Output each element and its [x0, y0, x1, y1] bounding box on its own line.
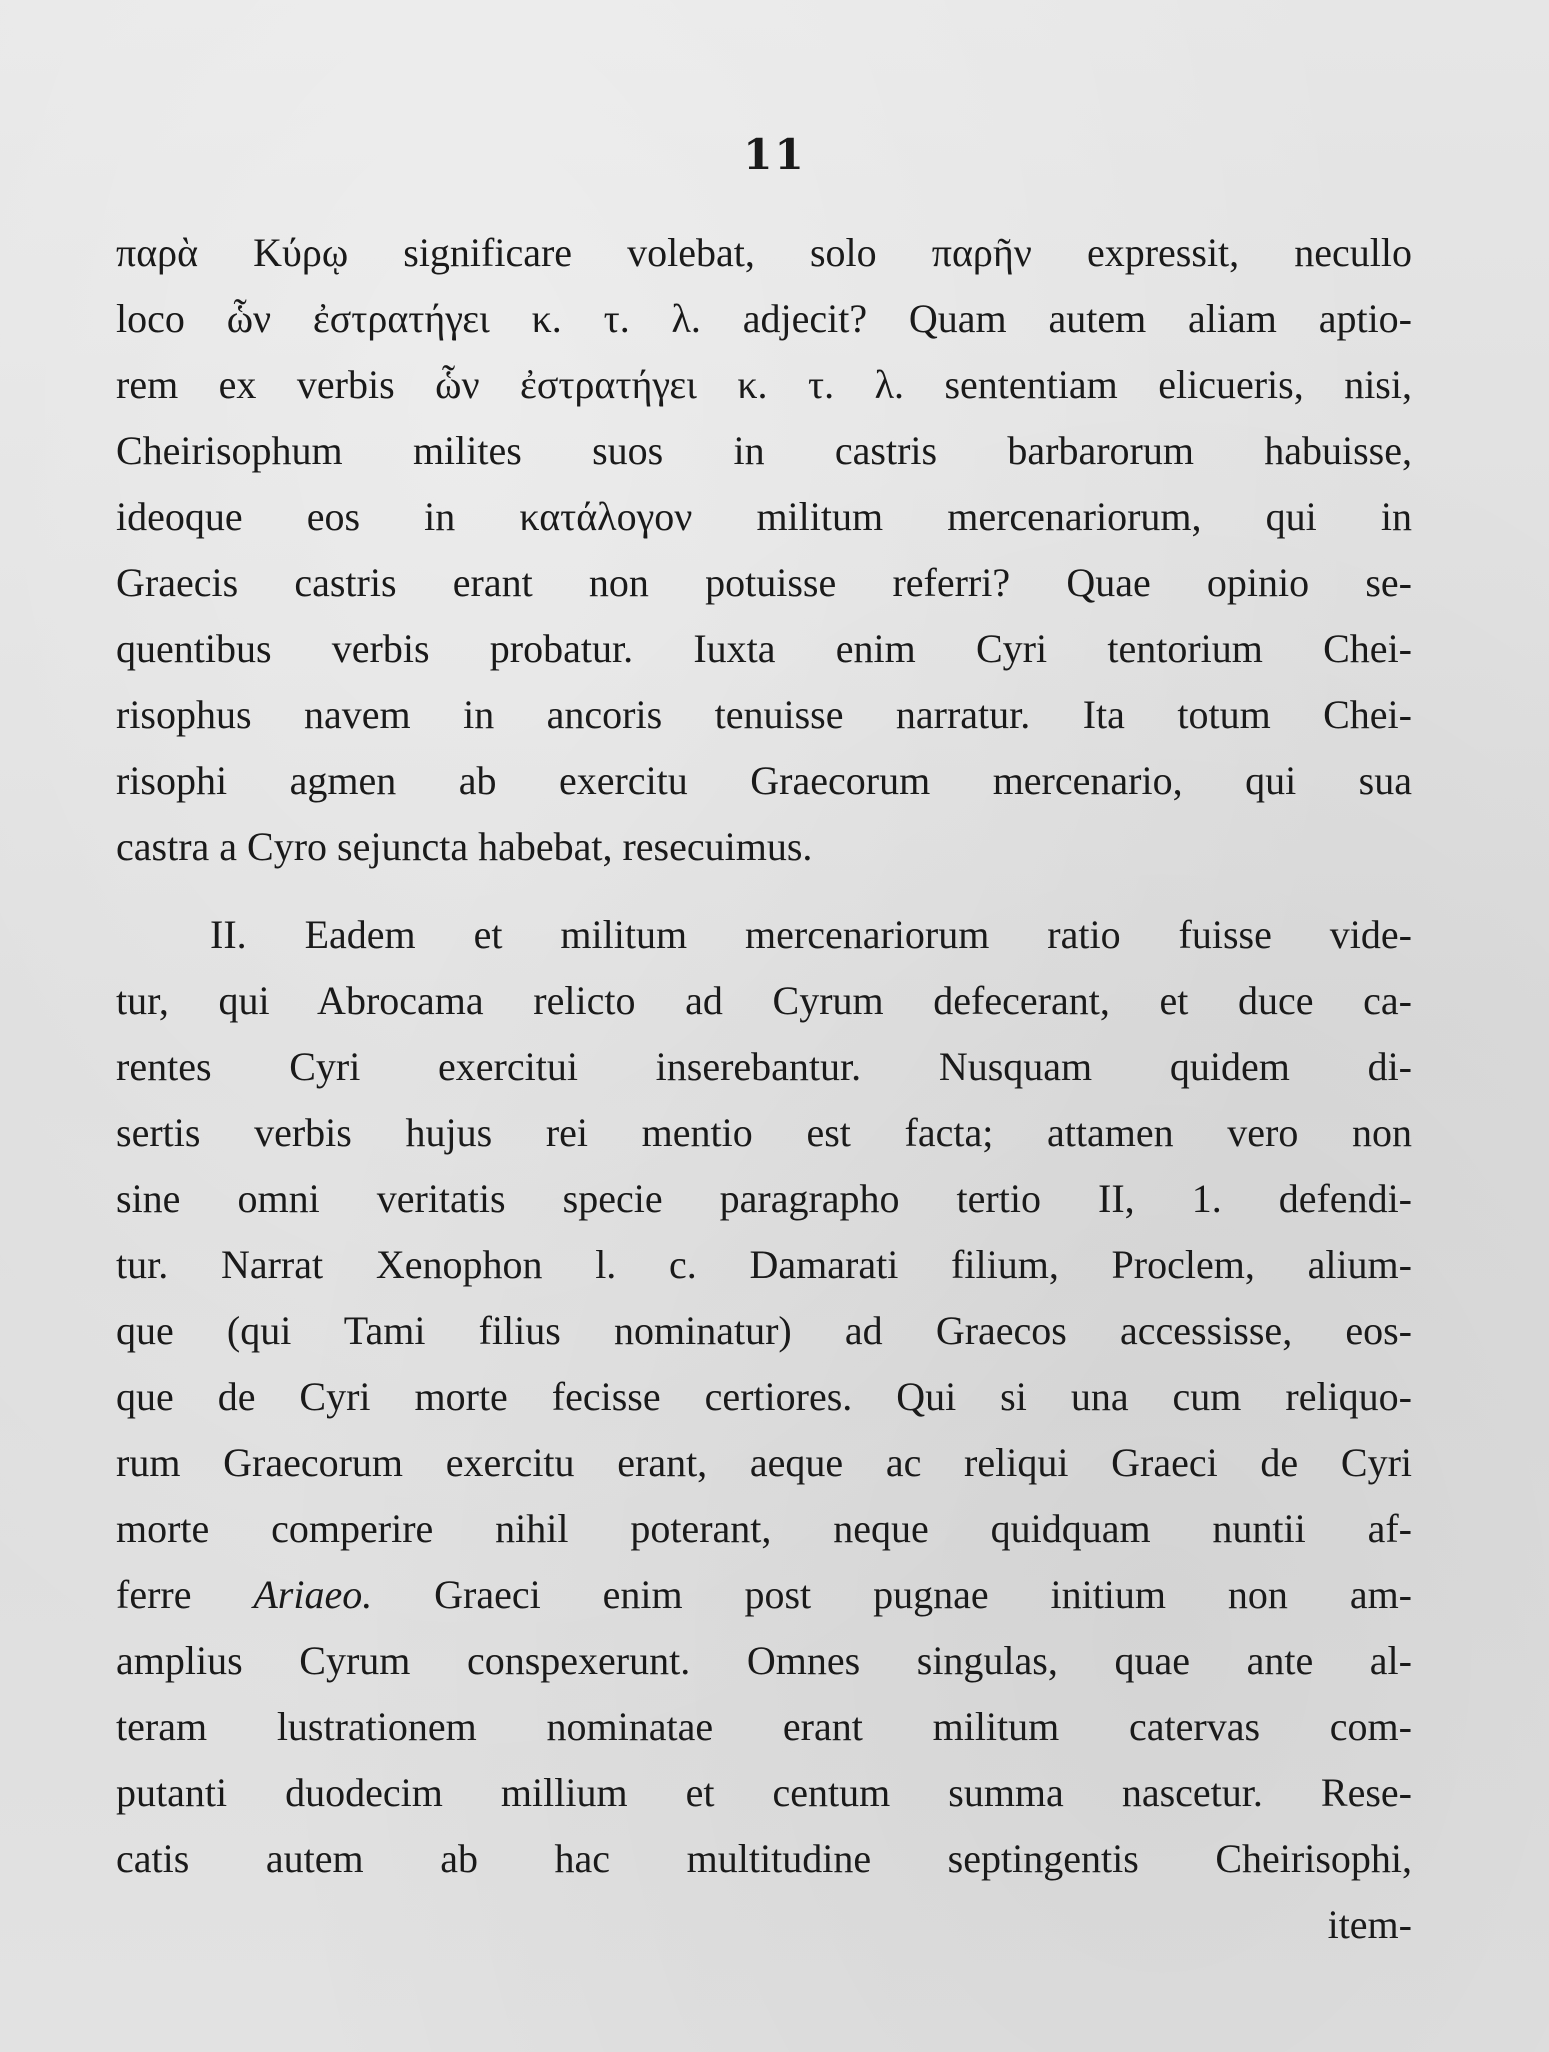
- text-line-mixed: [116, 1562, 1412, 1628]
- text-line: rentes Cyri exercitui inserebantur. Nusquam quidem di-: [116, 1044, 1412, 1089]
- paragraph-gap: [116, 880, 1412, 902]
- text-fragment: ferre: [116, 1572, 192, 1617]
- text-line: que (qui Tami filius nominatur) ad Graecos accessisse, eos-: [116, 1308, 1412, 1353]
- text-line: putanti duodecim millium et centum summa nascetur. Rese-: [116, 1770, 1412, 1815]
- text-line: tur, qui Abrocama relicto ad Cyrum defecerant, et duce ca-: [116, 978, 1412, 1023]
- text-line: castra a Cyro sejuncta habebat, resecuimus.: [116, 824, 813, 869]
- text-fragment: Graeci enim post pugnae initium non am-: [372, 1572, 1412, 1617]
- text-line: rum Graecorum exercitu erant, aeque ac reliqui Graeci de Cyri: [116, 1440, 1412, 1485]
- text-body: [116, 220, 1412, 1958]
- paragraph-1: [116, 220, 1412, 880]
- text-line: II. Eadem et militum mercenariorum ratio fuisse vide-: [210, 912, 1412, 957]
- text-line: Cheirisophum milites suos in castris barbarorum habuisse,: [116, 428, 1412, 473]
- text-line: morte comperire nihil poterant, neque quidquam nuntii af-: [116, 1506, 1412, 1551]
- text-line: quentibus verbis probatur. Iuxta enim Cyri tentorium Chei-: [116, 626, 1412, 671]
- text-line: amplius Cyrum conspexerunt. Omnes singulas, quae ante al-: [116, 1638, 1412, 1683]
- text-line: teram lustrationem nominatae erant militum catervas com-: [116, 1704, 1412, 1749]
- text-line: παρὰ Κύρῳ significare volebat, solo παρῆν expressit, necullo: [116, 230, 1412, 275]
- paragraph-2: [116, 902, 1412, 1958]
- text-line: risophi agmen ab exercitu Graecorum mercenario, qui sua: [116, 758, 1412, 803]
- text-line: tur. Narrat Xenophon l. c. Damarati filium, Proclem, alium-: [116, 1242, 1412, 1287]
- italic-name: Ariaeo.: [253, 1572, 373, 1617]
- catchword: item-: [1327, 1902, 1412, 1947]
- page-number: 11: [743, 130, 806, 179]
- text-line: catis autem ab hac multitudine septingentis Cheirisophi,: [116, 1836, 1412, 1881]
- text-line: ideoque eos in κατάλογον militum mercenariorum, qui in: [116, 494, 1412, 539]
- text-line: sine omni veritatis specie paragrapho tertio II, 1. defendi-: [116, 1176, 1412, 1221]
- text-line: loco ὧν ἐστρατήγει κ. τ. λ. adjecit? Quam autem aliam aptio-: [116, 296, 1412, 341]
- text-line: que de Cyri morte fecisse certiores. Qui si una cum reliquo-: [116, 1374, 1412, 1419]
- text-line: rem ex verbis ὧν ἐστρατήγει κ. τ. λ. sententiam elicueris, nisi,: [116, 362, 1412, 407]
- text-line: sertis verbis hujus rei mentio est facta; attamen vero non: [116, 1110, 1412, 1155]
- text-line: Graecis castris erant non potuisse referri? Quae opinio se-: [116, 560, 1412, 605]
- text-line: risophus navem in ancoris tenuisse narratur. Ita totum Chei-: [116, 692, 1412, 737]
